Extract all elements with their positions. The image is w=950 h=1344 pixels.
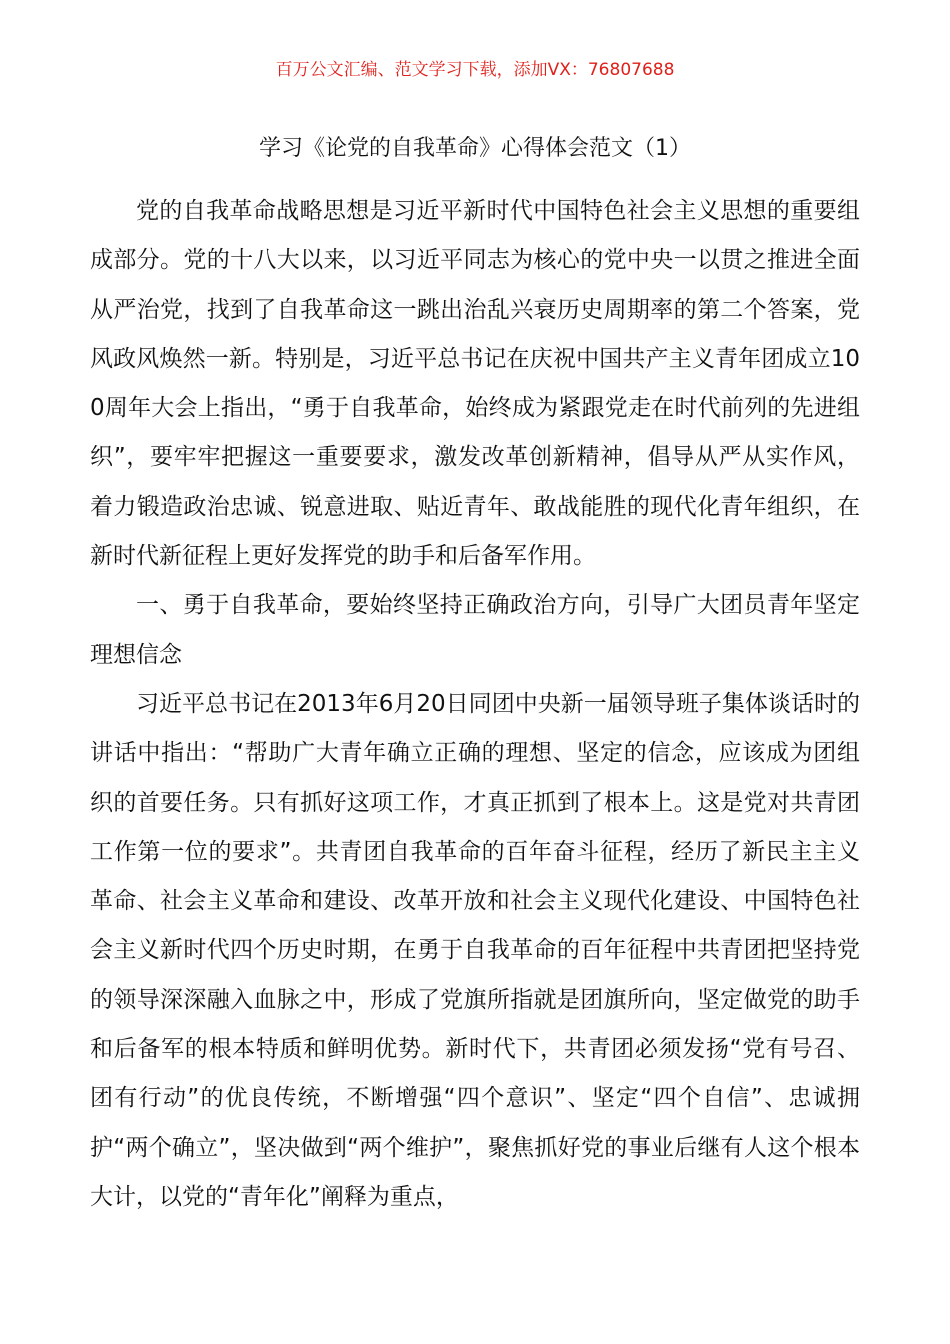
- paragraph-intro: 党的自我革命战略思想是习近平新时代中国特色社会主义思想的重要组成部分。党的十八大以来，以习近平同志为核心的党中央一以贯之推进全面从严治党，找到了自我革命这一跳出治乱兴衰历史周期率的第二个答案，党风政风焕然一新。特别是，习近平总书记在庆祝中国共产主义青年团成立100周年大会上指出，“勇于自我革命，始终成为紧跟党走在时代前列的先进组织”，要牢牢把握这一重要要求，激发改革创新精神，倡导从严从实作风，着力锻造政治忠诚、锐意进取、贴近青年、敢战能胜的现代化青年组织，在新时代新征程上更好发挥党的助手和后备军作用。: [90, 198, 860, 570]
- paragraph-section-1: 习近平总书记在2013年6月20日同团中央新一届领导班子集体谈话时的讲话中指出：“帮助广大青年确立正确的理想、坚定的信念，应该成为团组织的首要任务。只有抓好这项工作，才真正抓到了根本上。这是党对共青团工作第一位的要求”。共青团自我革命的百年奋斗征程，经历了新民主主义革命、社会主义革命和建设、改革开放和社会主义现代化建设、中国特色社会主义新时代四个历史时期，在勇于自我革命的百年征程中共青团把坚持党的领导深深融入血脉之中，形成了党旗所指就是团旗所向，坚定做党的助手和后备军的根本特质和鲜明优势。新时代下，共青团必须发扬“党有号召、团有行动”的优良传统，不断增强“四个意识”、坚定“四个自信”、忠诚拥护“两个确立”，坚决做到“两个维护”，聚焦抓好党的事业后继有人这个根本大计，以党的“青年化”阐释为重点，: [90, 690, 860, 1210]
- section-heading-1: 一、勇于自我革命，要始终坚持正确政治方向，引导广大团员青年坚定理想信念: [90, 592, 860, 668]
- document-title: 学习《论党的自我革命》心得体会范文（1）: [259, 136, 691, 161]
- document-body: [90, 187, 860, 1222]
- header-banner: 百万公文汇编、范文学习下载，添加VX：76807688: [275, 60, 675, 80]
